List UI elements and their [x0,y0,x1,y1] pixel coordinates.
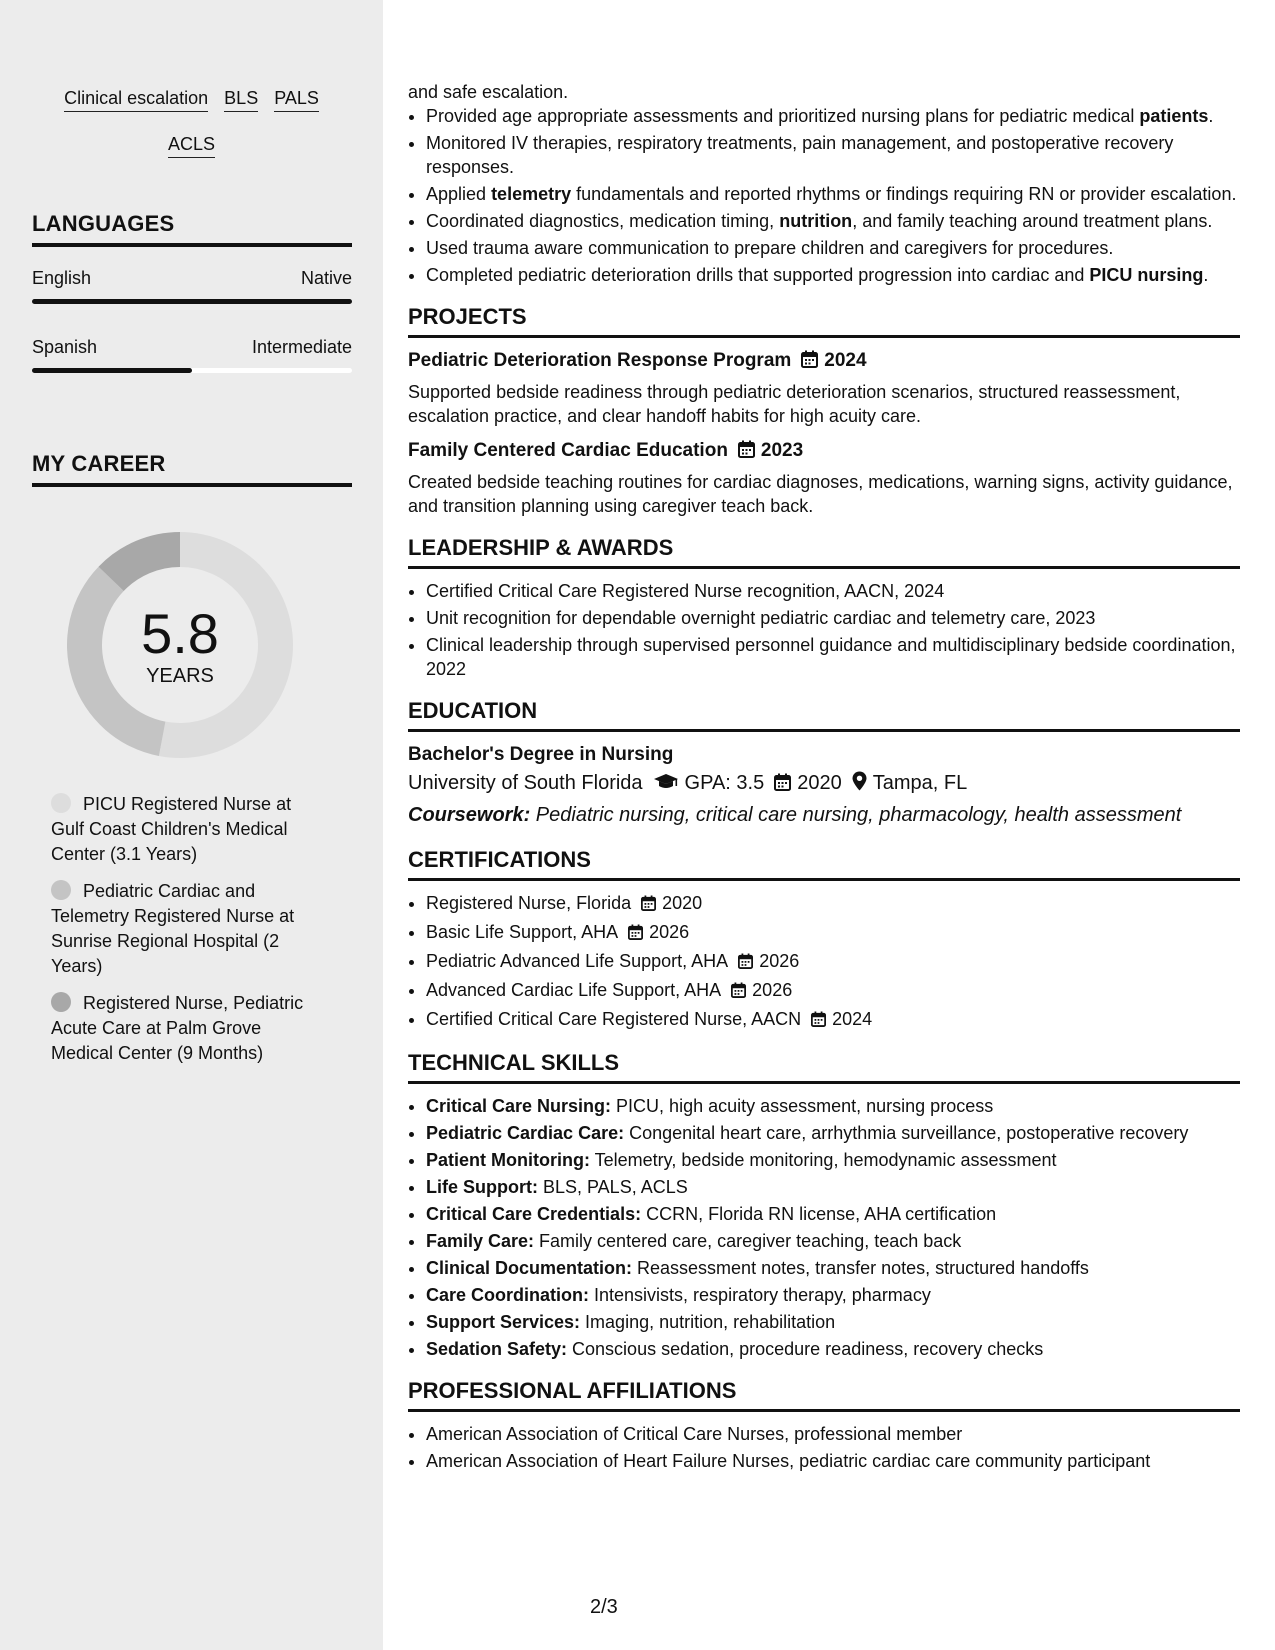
education-details [408,768,1240,800]
affiliations-heading: PROFESSIONAL AFFILIATIONS [408,1377,1240,1412]
sidebar [0,0,383,1650]
career-item [51,879,321,979]
certification-item: • Certified Critical Care Registered Nurse, AACN 2024 [426,1007,1240,1033]
location: Tampa, FL [872,772,968,794]
school-name: University of South Florida [408,772,643,794]
graduation-year: 2020 [797,772,842,794]
calendar-icon [801,350,818,376]
career-item [51,792,321,867]
gpa: GPA: 3.5 [684,772,765,794]
career-total [62,604,298,688]
coursework: Coursework: Pediatric nursing, critical care nursing, pharmacology, health assessment [408,804,1182,826]
calendar-icon [731,980,746,1004]
skill-item: • Patient Monitoring: Telemetry, bedside monitoring, hemodynamic assessment [426,1148,1240,1172]
degree-title: Bachelor's Degree in Nursing [408,744,674,765]
calendar-icon [641,893,656,917]
language-bar [32,299,352,304]
language-bar-fill [32,368,192,373]
career-item-text: Registered Nurse, Pediatric Acute Care at Palm Grove Medical Center (9 Months) [51,993,304,1063]
leadership-item: • Clinical leadership through supervised personnel guidance and multidisciplinary bedside coordination, 2022 [426,633,1240,681]
career-item [51,991,321,1066]
certifications-heading: CERTIFICATIONS [408,846,1240,881]
career-heading: MY CAREER [32,451,352,487]
skill-tag: BLS [224,86,258,112]
calendar-icon [738,440,755,466]
language-level: Intermediate [251,337,352,357]
skill-tag: ACLS [168,132,215,158]
language-bar-fill [32,299,352,304]
career-dot [51,880,71,900]
career-total-unit: YEARS [146,665,214,687]
skill-tag: Clinical escalation [64,86,208,112]
experience-bullet: • Monitored IV therapies, respiratory treatments, pain management, and postoperative recovery responses. [426,131,1240,179]
career-total-number: 5.8 [141,602,219,665]
skill-item: • Life Support: BLS, PALS, ACLS [426,1175,1240,1199]
language-name: Spanish [32,337,98,357]
calendar-icon [628,922,643,946]
career-dot [51,793,71,813]
calendar-icon [811,1009,826,1033]
graduation-cap-icon [653,770,679,800]
skill-tags [30,86,353,178]
career-item-text: Pediatric Cardiac and Telemetry Registered Nurse at Sunrise Regional Hospital (2 Years) [51,881,295,976]
language-row [32,337,352,358]
language-bar [32,368,352,373]
skill-item: • Family Care: Family centered care, caregiver teaching, teach back [426,1229,1240,1253]
language-level: Native [300,268,352,288]
affiliation-item: • American Association of Critical Care Nurses, professional member [426,1422,1240,1446]
main-content [408,80,1240,1476]
career-item-text: PICU Registered Nurse at Gulf Coast Children's Medical Center (3.1 Years) [51,794,292,864]
calendar-icon [738,951,753,975]
skill-tag: PALS [274,86,319,112]
language-name: English [32,268,92,288]
experience-bullets [408,104,1240,287]
affiliation-item: • American Association of Heart Failure Nurses, pediatric cardiac care community participant [426,1449,1240,1473]
project-title: Family Centered Cardiac Education 2023 [408,438,1240,466]
leadership-list [408,579,1240,681]
leadership-item: • Unit recognition for dependable overnight pediatric cardiac and telemetry care, 2023 [426,606,1240,630]
leadership-heading: LEADERSHIP & AWARDS [408,534,1240,569]
skill-item: • Sedation Safety: Conscious sedation, procedure readiness, recovery checks [426,1337,1240,1361]
projects-heading: PROJECTS [408,303,1240,338]
experience-bullet: • Used trauma aware communication to prepare children and caregivers for procedures. [426,236,1240,260]
skill-item: • Pediatric Cardiac Care: Congenital heart care, arrhythmia surveillance, postoperative recovery [426,1121,1240,1145]
experience-continued-text: and safe escalation. [408,82,569,102]
certification-item: • Basic Life Support, AHA 2026 [426,920,1240,946]
project-title: Pediatric Deterioration Response Program 2024 [408,348,1240,376]
calendar-icon [774,770,791,800]
experience-bullet: • Completed pediatric deterioration drills that supported progression into cardiac and PICU nursing. [426,263,1240,287]
certification-item: • Advanced Cardiac Life Support, AHA 2026 [426,978,1240,1004]
leadership-item: • Certified Critical Care Registered Nurse recognition, AACN, 2024 [426,579,1240,603]
technical-skills-list [408,1094,1240,1361]
experience-bullet: • Provided age appropriate assessments and prioritized nursing plans for pediatric medical patients. [426,104,1240,128]
skill-item: • Support Services: Imaging, nutrition, rehabilitation [426,1310,1240,1334]
page-number: 2/3 [590,1596,618,1618]
languages-heading: LANGUAGES [32,211,352,247]
skill-item: • Critical Care Credentials: CCRN, Florida RN license, AHA certification [426,1202,1240,1226]
education-heading: EDUCATION [408,697,1240,732]
skill-item: • Care Coordination: Intensivists, respiratory therapy, pharmacy [426,1283,1240,1307]
project-description: Supported bedside readiness through pediatric deterioration scenarios, structured reassessment, escalation practice, and clear handoff habits for high acuity care. [408,382,1181,426]
experience-bullet: • Applied telemetry fundamentals and reported rhythms or findings requiring RN or provider escalation. [426,182,1240,206]
career-dot [51,992,71,1012]
project-description: Created bedside teaching routines for cardiac diagnoses, medications, warning signs, activity guidance, and transition planning using caregiver teach back. [408,472,1233,516]
certification-item: • Registered Nurse, Florida 2020 [426,891,1240,917]
map-pin-icon [852,770,867,800]
technical-skills-heading: TECHNICAL SKILLS [408,1049,1240,1084]
skill-item: • Clinical Documentation: Reassessment notes, transfer notes, structured handoffs [426,1256,1240,1280]
experience-bullet: • Coordinated diagnostics, medication timing, nutrition, and family teaching around treatment plans. [426,209,1240,233]
language-row [32,268,352,289]
affiliations-list [408,1422,1240,1473]
skill-item: • Critical Care Nursing: PICU, high acuity assessment, nursing process [426,1094,1240,1118]
career-list [51,792,321,1078]
certifications-list [408,891,1240,1033]
certification-item: • Pediatric Advanced Life Support, AHA 2026 [426,949,1240,975]
